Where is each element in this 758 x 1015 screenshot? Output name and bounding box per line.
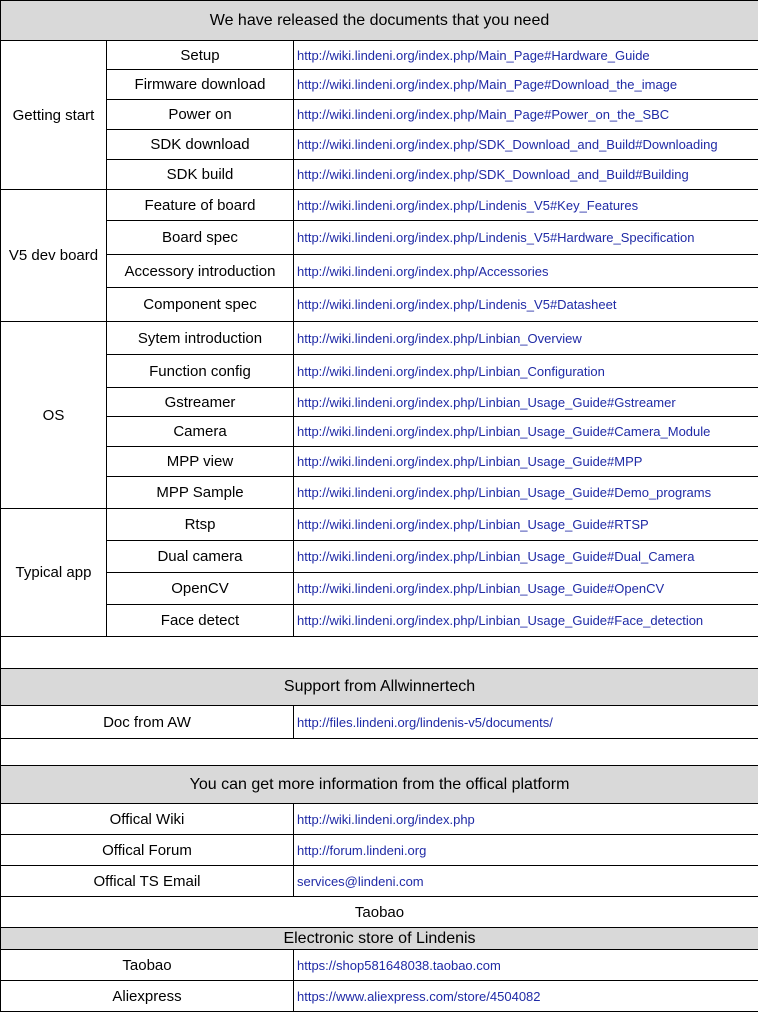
doc-link[interactable]: http://wiki.lindeni.org/index.php/Linbian_Usage_Guide#Gstreamer	[294, 388, 758, 417]
item-label-taobao: Taobao	[1, 950, 294, 981]
doc-link[interactable]: http://wiki.lindeni.org/index.php/Linbian_Usage_Guide#OpenCV	[294, 573, 758, 605]
item-label: Function config	[107, 355, 294, 388]
doc-link[interactable]: http://wiki.lindeni.org/index.php/Linbian_Usage_Guide#Camera_Module	[294, 417, 758, 447]
doc-link[interactable]: http://wiki.lindeni.org/index.php/SDK_Download_and_Build#Building	[294, 160, 758, 190]
spacer-row	[1, 739, 758, 766]
doc-link[interactable]: http://wiki.lindeni.org/index.php/Linbian_Usage_Guide#MPP	[294, 447, 758, 477]
category-typical-app: Typical app	[1, 509, 107, 637]
item-label-aliexpress: Aliexpress	[1, 981, 294, 1012]
doc-link[interactable]: http://wiki.lindeni.org/index.php/Linbian_Overview	[294, 322, 758, 355]
item-label: Camera	[107, 417, 294, 447]
doc-link[interactable]: http://wiki.lindeni.org/index.php/Lindenis_V5#Hardware_Specification	[294, 221, 758, 255]
item-label-offical-wiki: Offical Wiki	[1, 804, 294, 835]
item-label: Gstreamer	[107, 388, 294, 417]
item-label: OpenCV	[107, 573, 294, 605]
item-label: Face detect	[107, 605, 294, 637]
doc-link[interactable]: http://wiki.lindeni.org/index.php/Linbian_Usage_Guide#Face_detection	[294, 605, 758, 637]
item-label: Accessory introduction	[107, 255, 294, 288]
item-label: MPP Sample	[107, 477, 294, 509]
doc-link[interactable]: http://wiki.lindeni.org/index.php/Lindenis_V5#Key_Features	[294, 190, 758, 221]
doc-link[interactable]: http://wiki.lindeni.org/index.php/SDK_Download_and_Build#Downloading	[294, 130, 758, 160]
doc-link[interactable]: http://wiki.lindeni.org/index.php/Linbian_Usage_Guide#Dual_Camera	[294, 541, 758, 573]
item-label: Dual camera	[107, 541, 294, 573]
store-link[interactable]: https://www.aliexpress.com/store/4504082	[294, 981, 758, 1012]
spacer-row	[1, 637, 758, 669]
item-label-doc-from-aw: Doc from AW	[1, 706, 294, 739]
item-label: Sytem introduction	[107, 322, 294, 355]
doc-link[interactable]: http://wiki.lindeni.org/index.php/Main_Page#Hardware_Guide	[294, 41, 758, 70]
email-value[interactable]: services@lindeni.com	[294, 866, 758, 897]
doc-link[interactable]: http://wiki.lindeni.org/index.php/Accessories	[294, 255, 758, 288]
section-header-offical-platform: You can get more information from the offical platform	[1, 766, 758, 804]
category-os: OS	[1, 322, 107, 509]
item-label: Component spec	[107, 288, 294, 322]
item-label: Power on	[107, 100, 294, 130]
store-link[interactable]: https://shop581648038.taobao.com	[294, 950, 758, 981]
item-label-offical-ts-email: Offical TS Email	[1, 866, 294, 897]
item-label: Board spec	[107, 221, 294, 255]
taobao-label: Taobao	[1, 897, 758, 928]
category-v5-dev-board: V5 dev board	[1, 190, 107, 322]
item-label: Feature of board	[107, 190, 294, 221]
item-label: Firmware download	[107, 70, 294, 100]
doc-link[interactable]: http://wiki.lindeni.org/index.php/Main_Page#Power_on_the_SBC	[294, 100, 758, 130]
section-header-allwinnertech: Support from Allwinnertech	[1, 669, 758, 706]
doc-link[interactable]: http://forum.lindeni.org	[294, 835, 758, 866]
item-label: SDK build	[107, 160, 294, 190]
doc-link[interactable]: http://wiki.lindeni.org/index.php/Linbian_Configuration	[294, 355, 758, 388]
item-label: MPP view	[107, 447, 294, 477]
doc-link[interactable]: http://wiki.lindeni.org/index.php	[294, 804, 758, 835]
doc-link[interactable]: http://wiki.lindeni.org/index.php/Lindenis_V5#Datasheet	[294, 288, 758, 322]
item-label: Rtsp	[107, 509, 294, 541]
doc-link[interactable]: http://files.lindeni.org/lindenis-v5/documents/	[294, 706, 758, 739]
category-getting-start: Getting start	[1, 41, 107, 190]
doc-link[interactable]: http://wiki.lindeni.org/index.php/Linbian_Usage_Guide#RTSP	[294, 509, 758, 541]
section-header-electronic-store: Electronic store of Lindenis	[1, 928, 758, 950]
section-header-documents: We have released the documents that you need	[1, 1, 758, 41]
doc-link[interactable]: http://wiki.lindeni.org/index.php/Main_Page#Download_the_image	[294, 70, 758, 100]
doc-link[interactable]: http://wiki.lindeni.org/index.php/Linbian_Usage_Guide#Demo_programs	[294, 477, 758, 509]
item-label: Setup	[107, 41, 294, 70]
item-label: SDK download	[107, 130, 294, 160]
item-label-offical-forum: Offical Forum	[1, 835, 294, 866]
